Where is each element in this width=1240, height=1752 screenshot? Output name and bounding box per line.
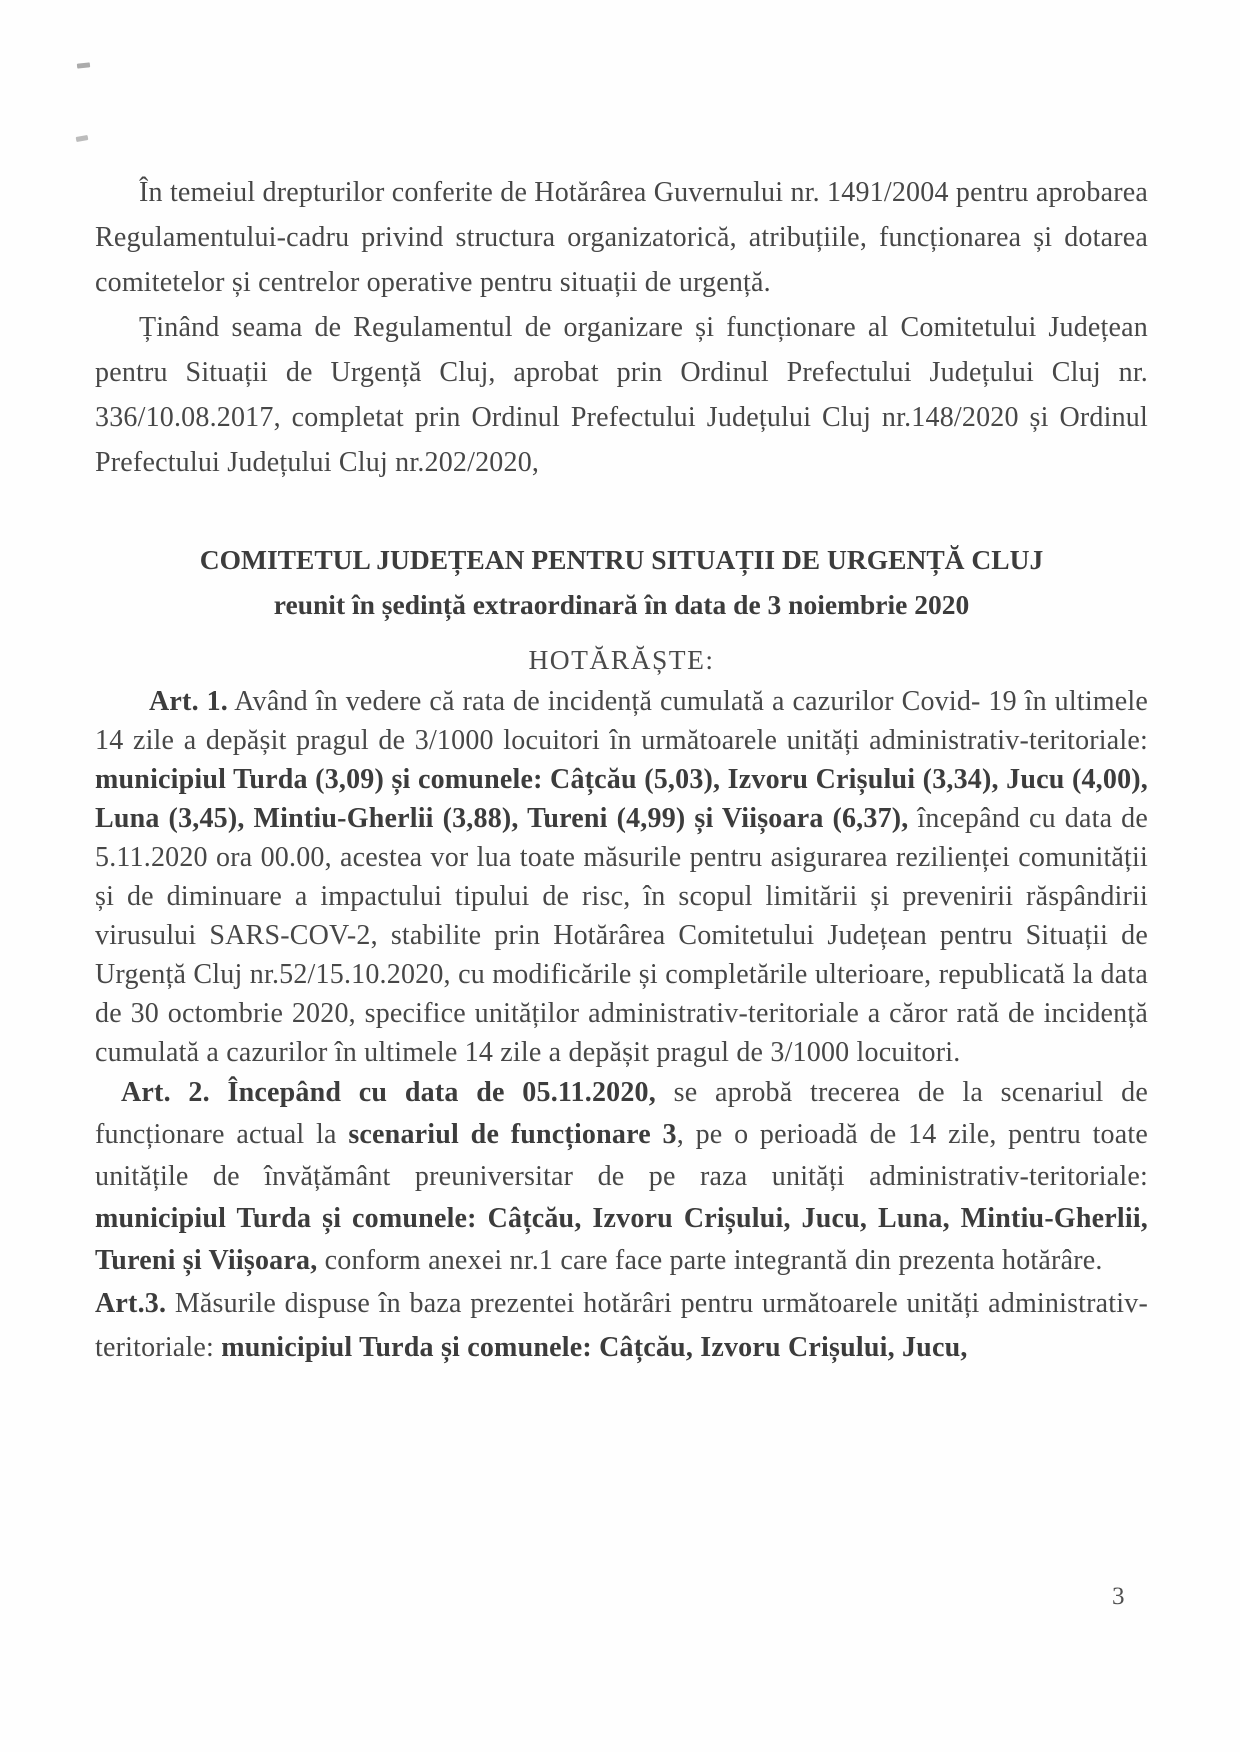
text-run: municipiul Turda (3,09) și comunele: Câțcău (5,03), Izvoru Crișului (3,34), Jucu (4,00), Luna (3,45), Mintiu-Gherlii (3,88), Tureni (4,99) și Viișoara (6,37), — [95, 764, 1148, 834]
text-run: conform anexei nr.1 care face parte integrantă din prezenta hotărâre. — [317, 1245, 1103, 1276]
text-run: Art.3. — [95, 1288, 167, 1319]
text-run: , pe o perioadă de 14 zile, pentru toate unitățile de învățământ preuniversitar de pe raza unități administrativ-teritoriale: — [95, 1119, 1148, 1192]
text-run: Ținând seama de Regulamentul de organizare și funcționare al Comitetului Județean pentru Situații de Urgență Cluj, aprobat prin Ordinul Prefectului Județului Cluj nr. 336/10.08.2017, completat prin Ordinul Prefectului Județului Cluj nr.148/2020 și Ordinul Prefectului Județului Cluj nr.202/2020, — [95, 312, 1148, 478]
text-run: scenariul de funcționare 3 — [348, 1119, 677, 1150]
paragraph-art-3 — [95, 1282, 1148, 1370]
scan-speck — [77, 62, 90, 68]
page-number: 3 — [1112, 1583, 1125, 1610]
decision-heading — [95, 537, 1148, 682]
heading-line: reunit în ședință extraordinară în data de 3 noiembrie 2020 — [273, 589, 970, 620]
text-run: Art. 1. — [149, 686, 229, 717]
paragraph-intro-1 — [95, 170, 1148, 305]
text-run: Având în vedere că rata de incidență cumulată a cazurilor Covid- 19 în ultimele 14 zile a depășit pragul de 3/1000 locuitori în următoarele unități administrativ-teritoriale: — [95, 686, 1149, 756]
document-body — [95, 170, 1148, 1370]
text-run: Art. 2. Începând cu data de 05.11.2020, — [121, 1077, 656, 1108]
text-run: municipiul Turda și comunele: Câțcău, Izvoru Crișului, Jucu, — [221, 1332, 968, 1363]
paragraph-art-1 — [95, 682, 1148, 1072]
heading-line: HOTĂRĂȘTE: — [528, 644, 715, 675]
heading-line: COMITETUL JUDEȚEAN PENTRU SITUAȚII DE URGENȚĂ CLUJ — [199, 544, 1044, 575]
text-run: Măsurile dispuse în baza prezentei hotărâri pentru următoarele unități administrativ-teritoriale: — [95, 1288, 1148, 1363]
text-run: În temeiul drepturilor conferite de Hotărârea Guvernului nr. 1491/2004 pentru aprobarea Regulamentului-cadru privind structura organizatorică, atribuțiile, funcționarea și dotarea comitetelor și centrelor operative pentru situații de urgență. — [95, 177, 1148, 298]
text-run: municipiul Turda și comunele: Câțcău, Izvoru Crișului, Jucu, Luna, Mintiu-Gherlii, Tureni și Viișoara, — [95, 1203, 1148, 1276]
text-run: începând cu data de 5.11.2020 ora 00.00, acestea vor lua toate măsurile pentru asigurarea rezilienței comunității și de diminuare a impactului tipului de risc, în scopul limitării și prevenirii răspândirii virusului SARS-COV-2, stabilite prin Hotărârea Comitetului Județean pentru Situații de Urgență Cluj nr.52/15.10.2020, cu modificările și completările ulterioare, republicată la data de 30 octombrie 2020, specifice unităților administrativ-teritoriale a căror rată de incidență cumulată a cazurilor în ultimele 14 zile a depășit pragul de 3/1000 locuitori. — [95, 803, 1148, 1068]
text-run: se aprobă trecerea de la scenariul de funcționare actual la — [95, 1077, 1148, 1150]
paragraph-intro-2 — [95, 305, 1148, 485]
paragraph-art-2 — [95, 1072, 1148, 1282]
scan-speck — [76, 135, 89, 142]
